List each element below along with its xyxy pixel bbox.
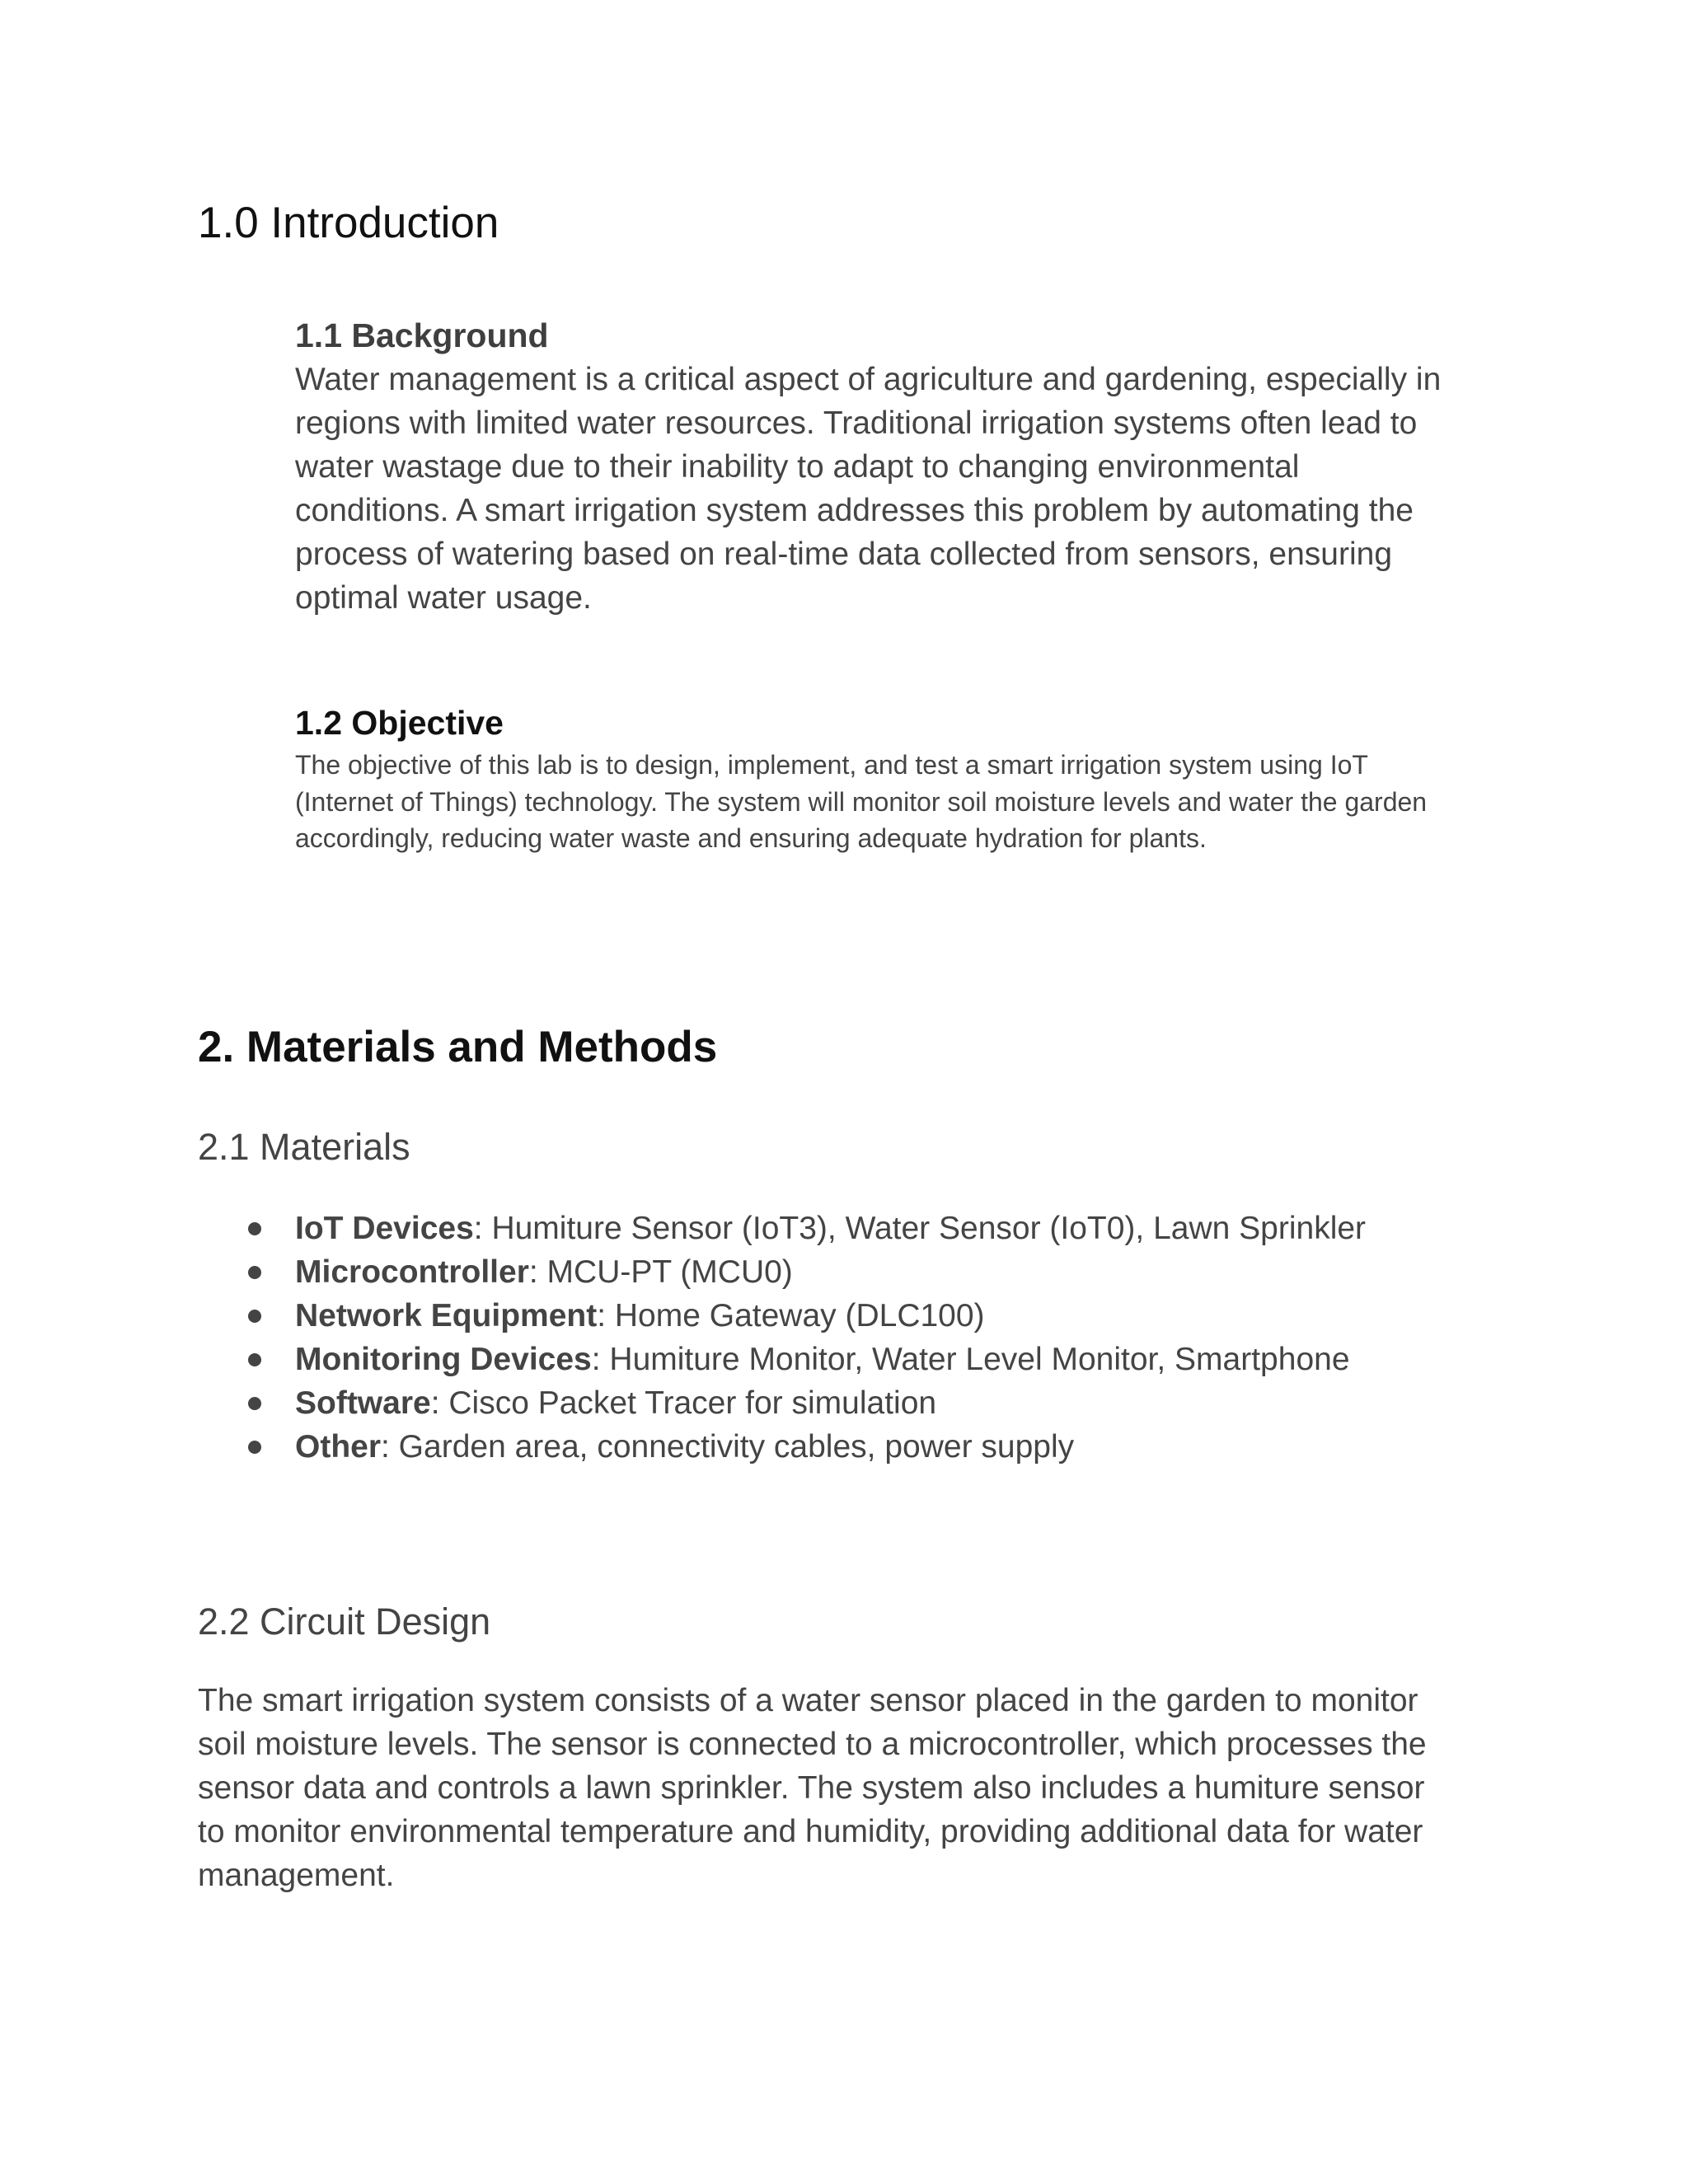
- list-item-text: [295, 1294, 985, 1338]
- objective-paragraph: [295, 747, 1427, 857]
- bullet-icon: [248, 1222, 261, 1235]
- background-line: optimal water usage.: [295, 580, 592, 616]
- bullet-icon: [248, 1353, 261, 1366]
- bullet-icon: [248, 1397, 261, 1410]
- objective-heading: 1.2 Objective: [295, 704, 504, 742]
- background-line: water wastage due to their inability to adapt to changing environmental: [295, 449, 1300, 485]
- list-item-desc: : MCU-PT (MCU0): [528, 1254, 793, 1290]
- circuit-design-line: sensor data and controls a lawn sprinkler. The system also includes a humiture sensor: [198, 1770, 1425, 1806]
- background-line: conditions. A smart irrigation system addresses this problem by automating the: [295, 493, 1414, 528]
- list-item-desc: : Cisco Packet Tracer for simulation: [430, 1385, 937, 1421]
- list-item-text: [295, 1250, 793, 1294]
- list-item-term: Other: [295, 1429, 382, 1465]
- list-item-text: [295, 1425, 1074, 1469]
- circuit-design-line: The smart irrigation system consists of a water sensor placed in the garden to monitor: [198, 1683, 1418, 1718]
- list-item-term: Software: [295, 1385, 431, 1421]
- background-line: Water management is a critical aspect of agriculture and gardening, especially in: [295, 362, 1442, 397]
- list-item-text: [295, 1381, 936, 1425]
- list-item-term: Microcontroller: [295, 1254, 529, 1290]
- objective-line: (Internet of Things) technology. The system will monitor soil moisture levels and water the garden: [295, 786, 1428, 817]
- bullet-icon: [248, 1441, 261, 1454]
- list-item-desc: : Home Gateway (DLC100): [597, 1298, 985, 1333]
- list-item-term: IoT Devices: [295, 1211, 474, 1246]
- circuit-design-line: to monitor environmental temperature and humidity, providing additional data for water: [198, 1814, 1423, 1849]
- circuit-design-paragraph: [198, 1679, 1427, 1897]
- objective-line: accordingly, reducing water waste and ensuring adequate hydration for plants.: [295, 823, 1207, 853]
- list-item-term: Monitoring Devices: [295, 1342, 592, 1377]
- background-line: process of watering based on real-time data collected from sensors, ensuring: [295, 537, 1393, 572]
- bullet-icon: [248, 1310, 261, 1323]
- list-item-text: [295, 1338, 1350, 1381]
- materials-heading: 2.1 Materials: [198, 1126, 410, 1168]
- list-item-text: [295, 1207, 1366, 1250]
- objective-line: The objective of this lab is to design, implement, and test a smart irrigation system using IoT: [295, 750, 1368, 780]
- list-item-desc: : Humiture Monitor, Water Level Monitor, Smartphone: [591, 1342, 1350, 1377]
- background-heading: 1.1 Background: [295, 316, 549, 354]
- background-line: regions with limited water resources. Traditional irrigation systems often lead to: [295, 405, 1418, 441]
- circuit-design-line: management.: [198, 1858, 395, 1893]
- materials-methods-heading: 2. Materials and Methods: [198, 1023, 718, 1071]
- list-item-desc: : Garden area, connectivity cables, power supply: [381, 1429, 1075, 1465]
- circuit-design-line: soil moisture levels. The sensor is connected to a microcontroller, which processes the: [198, 1727, 1427, 1762]
- list-item-desc: : Humiture Sensor (IoT3), Water Sensor (IoT0), Lawn Sprinkler: [473, 1211, 1367, 1246]
- circuit-design-heading: 2.2 Circuit Design: [198, 1601, 491, 1643]
- background-paragraph: [295, 358, 1441, 620]
- list-item-term: Network Equipment: [295, 1298, 598, 1333]
- bullet-icon: [248, 1266, 261, 1279]
- intro-heading: 1.0 Introduction: [198, 199, 499, 247]
